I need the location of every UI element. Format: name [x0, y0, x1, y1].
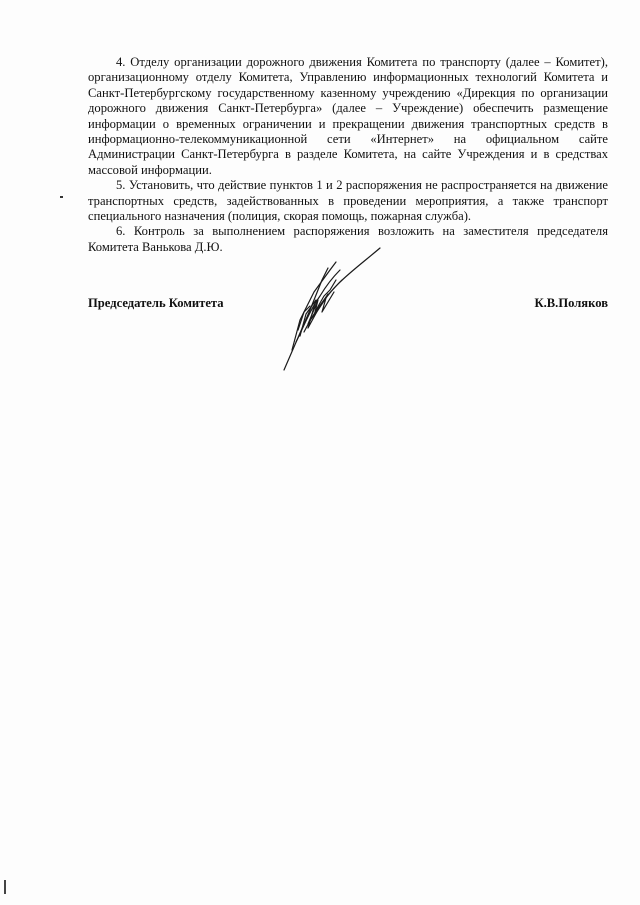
signatory-title: Председатель Комитета: [88, 296, 224, 310]
scan-edge-artifact: [4, 880, 6, 894]
scan-artifact: [60, 196, 63, 198]
paragraph-6: 6. Контроль за выполнением распоряжения возложить на заместителя председателя Комитета Ванькова Д.Ю.: [88, 224, 608, 254]
paragraph-5: 5. Установить, что действие пунктов 1 и 2 распоряжения не распространяется на движение транспортных средств, задействованных в проведении мероприятия, а также транспорт специального назначения (полиция, скорая помощь, пожарная служба).: [88, 178, 608, 224]
document-body: [88, 55, 608, 255]
paragraph-4: 4. Отделу организации дорожного движения Комитета по транспорту (далее – Комитет), организационному отделу Комитета, Управлению информационных технологий Комитета и Санкт-Петербургскому государственному казенному учреждению «Дирекция по организации дорожного движения Санкт-Петербурга» (далее – Учреждение) обеспечить размещение информации о временных ограничении и прекращении движения транспортных средств в информационно-телекоммуникационной сети «Интернет» на официальном сайте Администрации Санкт-Петербурга в разделе Комитета, на сайте Учреждения и в средствах массовой информации.: [88, 55, 608, 177]
handwritten-signature: [270, 240, 400, 380]
signatory-name: К.В.Поляков: [534, 296, 608, 310]
